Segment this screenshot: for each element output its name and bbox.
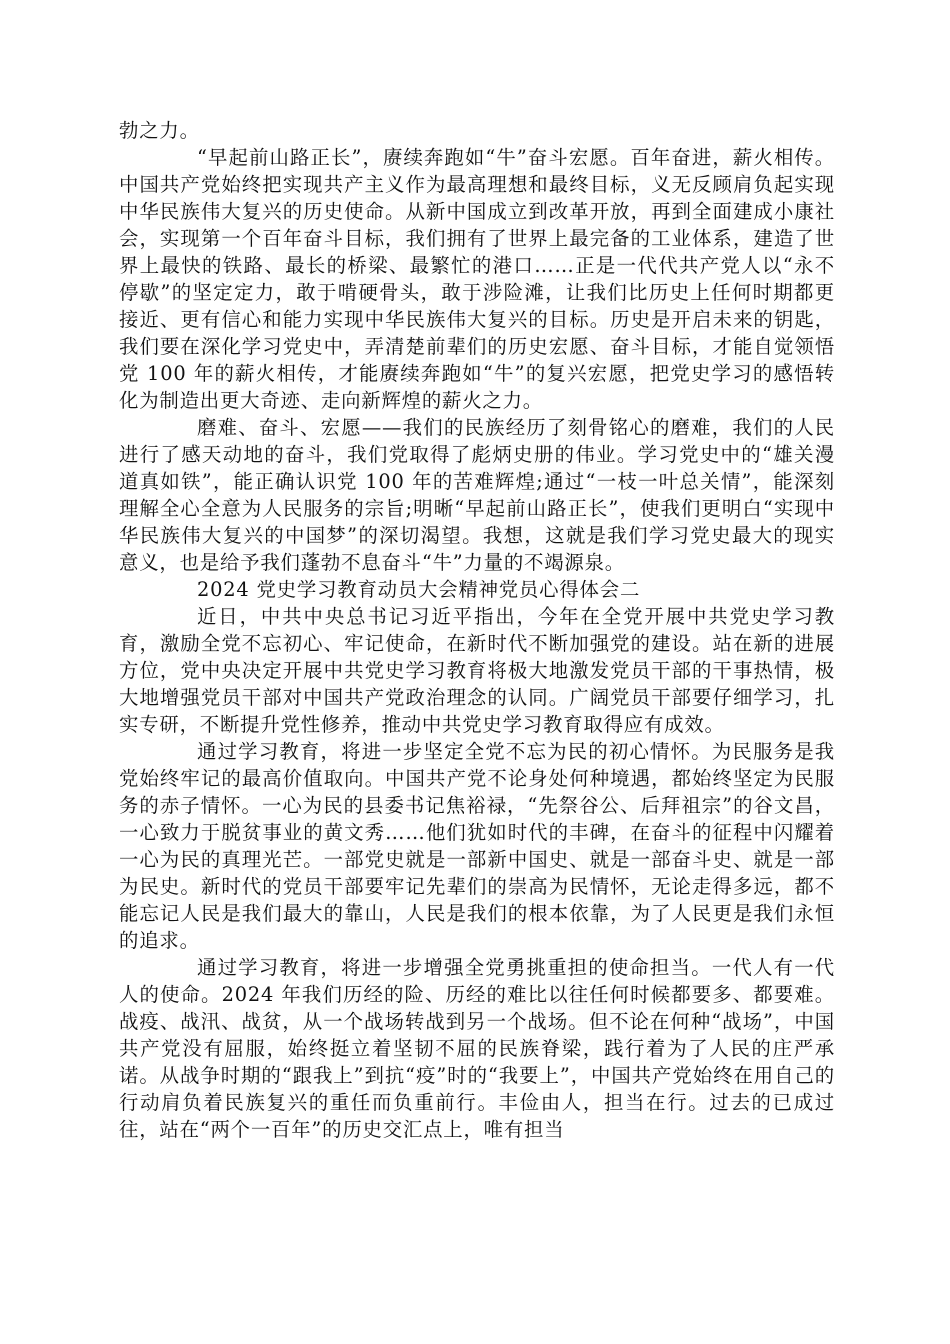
section-heading: 2024 党史学习教育动员大会精神党员心得体会二	[197, 578, 641, 601]
paragraph-recent-remarks: 近日，中共中央总书记习近平指出，今年在全党开展中共党史学习教育，激励全党不忘初心、牢记使命，在新时代不断加强党的建设。站在新的进展方位，党中央决定开展中共党史学习教育将极大地激发党员干部的干事热情，极大地增强党员干部对中国共产党政治理念的认同。广阔党员干部要仔细学习，扎实专研，不断提升党性修养，推动中共党史学习教育取得应有成效。	[119, 605, 835, 736]
paragraph-continuation: 勃之力。	[119, 119, 200, 142]
paragraph-mission-responsibility: 通过学习教育，将进一步增强全党勇挑重担的使命担当。一代人有一代人的使命。2024 年我们历经的险、历经的难比以往任何时候都要多、都要难。战疫、战汛、战贫，从一个战场转战到另一个战场。但不论在何种“战场”，中国共产党没有屈服，始终挺立着坚韧不屈的民族脊梁，践行着为了人民的庄严承诺。从战争时期的“跟我上”到抗“疫”时的“我要上”，中国共产党始终在用自己的行动肩负着民族复兴的重任而负重前行。丰俭由人，担当在行。过去的已成过往，站在“两个一百年”的历史交汇点上，唯有担当	[119, 956, 835, 1141]
paragraph-party-history-aspiration: “早起前山路正长”，赓续奔跑如“牛”奋斗宏愿。百年奋进，薪火相传。中国共产党始终把实现共产主义作为最高理想和最终目标，义无反顾肩负起实现中华民族伟大复兴的历史使命。从新中国成立到改革开放，再到全面建成小康社会，实现第一个百年奋斗目标，我们拥有了世界上最完备的工业体系，建造了世界上最快的铁路、最长的桥梁、最繁忙的港口……正是一代代共产党人以“永不停歇”的坚定定力，敢于啃硬骨头，敢于涉险滩，让我们比历史上任何时期都更接近、更有信心和能力实现中华民族伟大复兴的目标。历史是开启未来的钥匙，我们要在深化学习党史中，弄清楚前辈们的历史宏愿、奋斗目标，才能自觉领悟党 100 年的薪火相传，才能赓续奔跑如“牛”的复兴宏愿，把党史学习的感悟转化为制造出更大奇迹、走向新辉煌的薪火之力。	[119, 146, 835, 412]
document-body	[119, 117, 835, 1143]
paragraph-serving-people: 通过学习教育，将进一步坚定全党不忘为民的初心情怀。为民服务是我党始终牢记的最高价值取向。中国共产党不论身处何种境遇，都始终坚定为民服务的赤子情怀。一心为民的县委书记焦裕禄，“先祭谷公、后拜祖宗”的谷文昌，一心致力于脱贫事业的黄文秀……他们犹如时代的丰碑，在奋斗的征程中闪耀着一心为民的真理光芒。一部党史就是一部新中国史、就是一部奋斗史、就是一部为民史。新时代的党员干部要牢记先辈们的崇高为民情怀，无论走得多远，都不能忘记人民是我们最大的靠山，人民是我们的根本依靠，为了人民更是我们永恒的追求。	[119, 740, 835, 952]
paragraph-hardship-struggle: 磨难、奋斗、宏愿——我们的民族经历了刻骨铭心的磨难，我们的人民进行了感天动地的奋斗，我们党取得了彪炳史册的伟业。学习党史中的“雄关漫道真如铁”，能正确认识党 100 年的苦难辉煌;通过“一枝一叶总关情”，能深刻理解全心全意为人民服务的宗旨;明晰“早起前山路正长”，使我们更明白“实现中华民族伟大复兴的中国梦”的深切渴望。我想，这就是我们学习党史最大的现实意义，也是给予我们蓬勃不息奋斗“牛”力量的不竭源泉。	[119, 416, 835, 574]
